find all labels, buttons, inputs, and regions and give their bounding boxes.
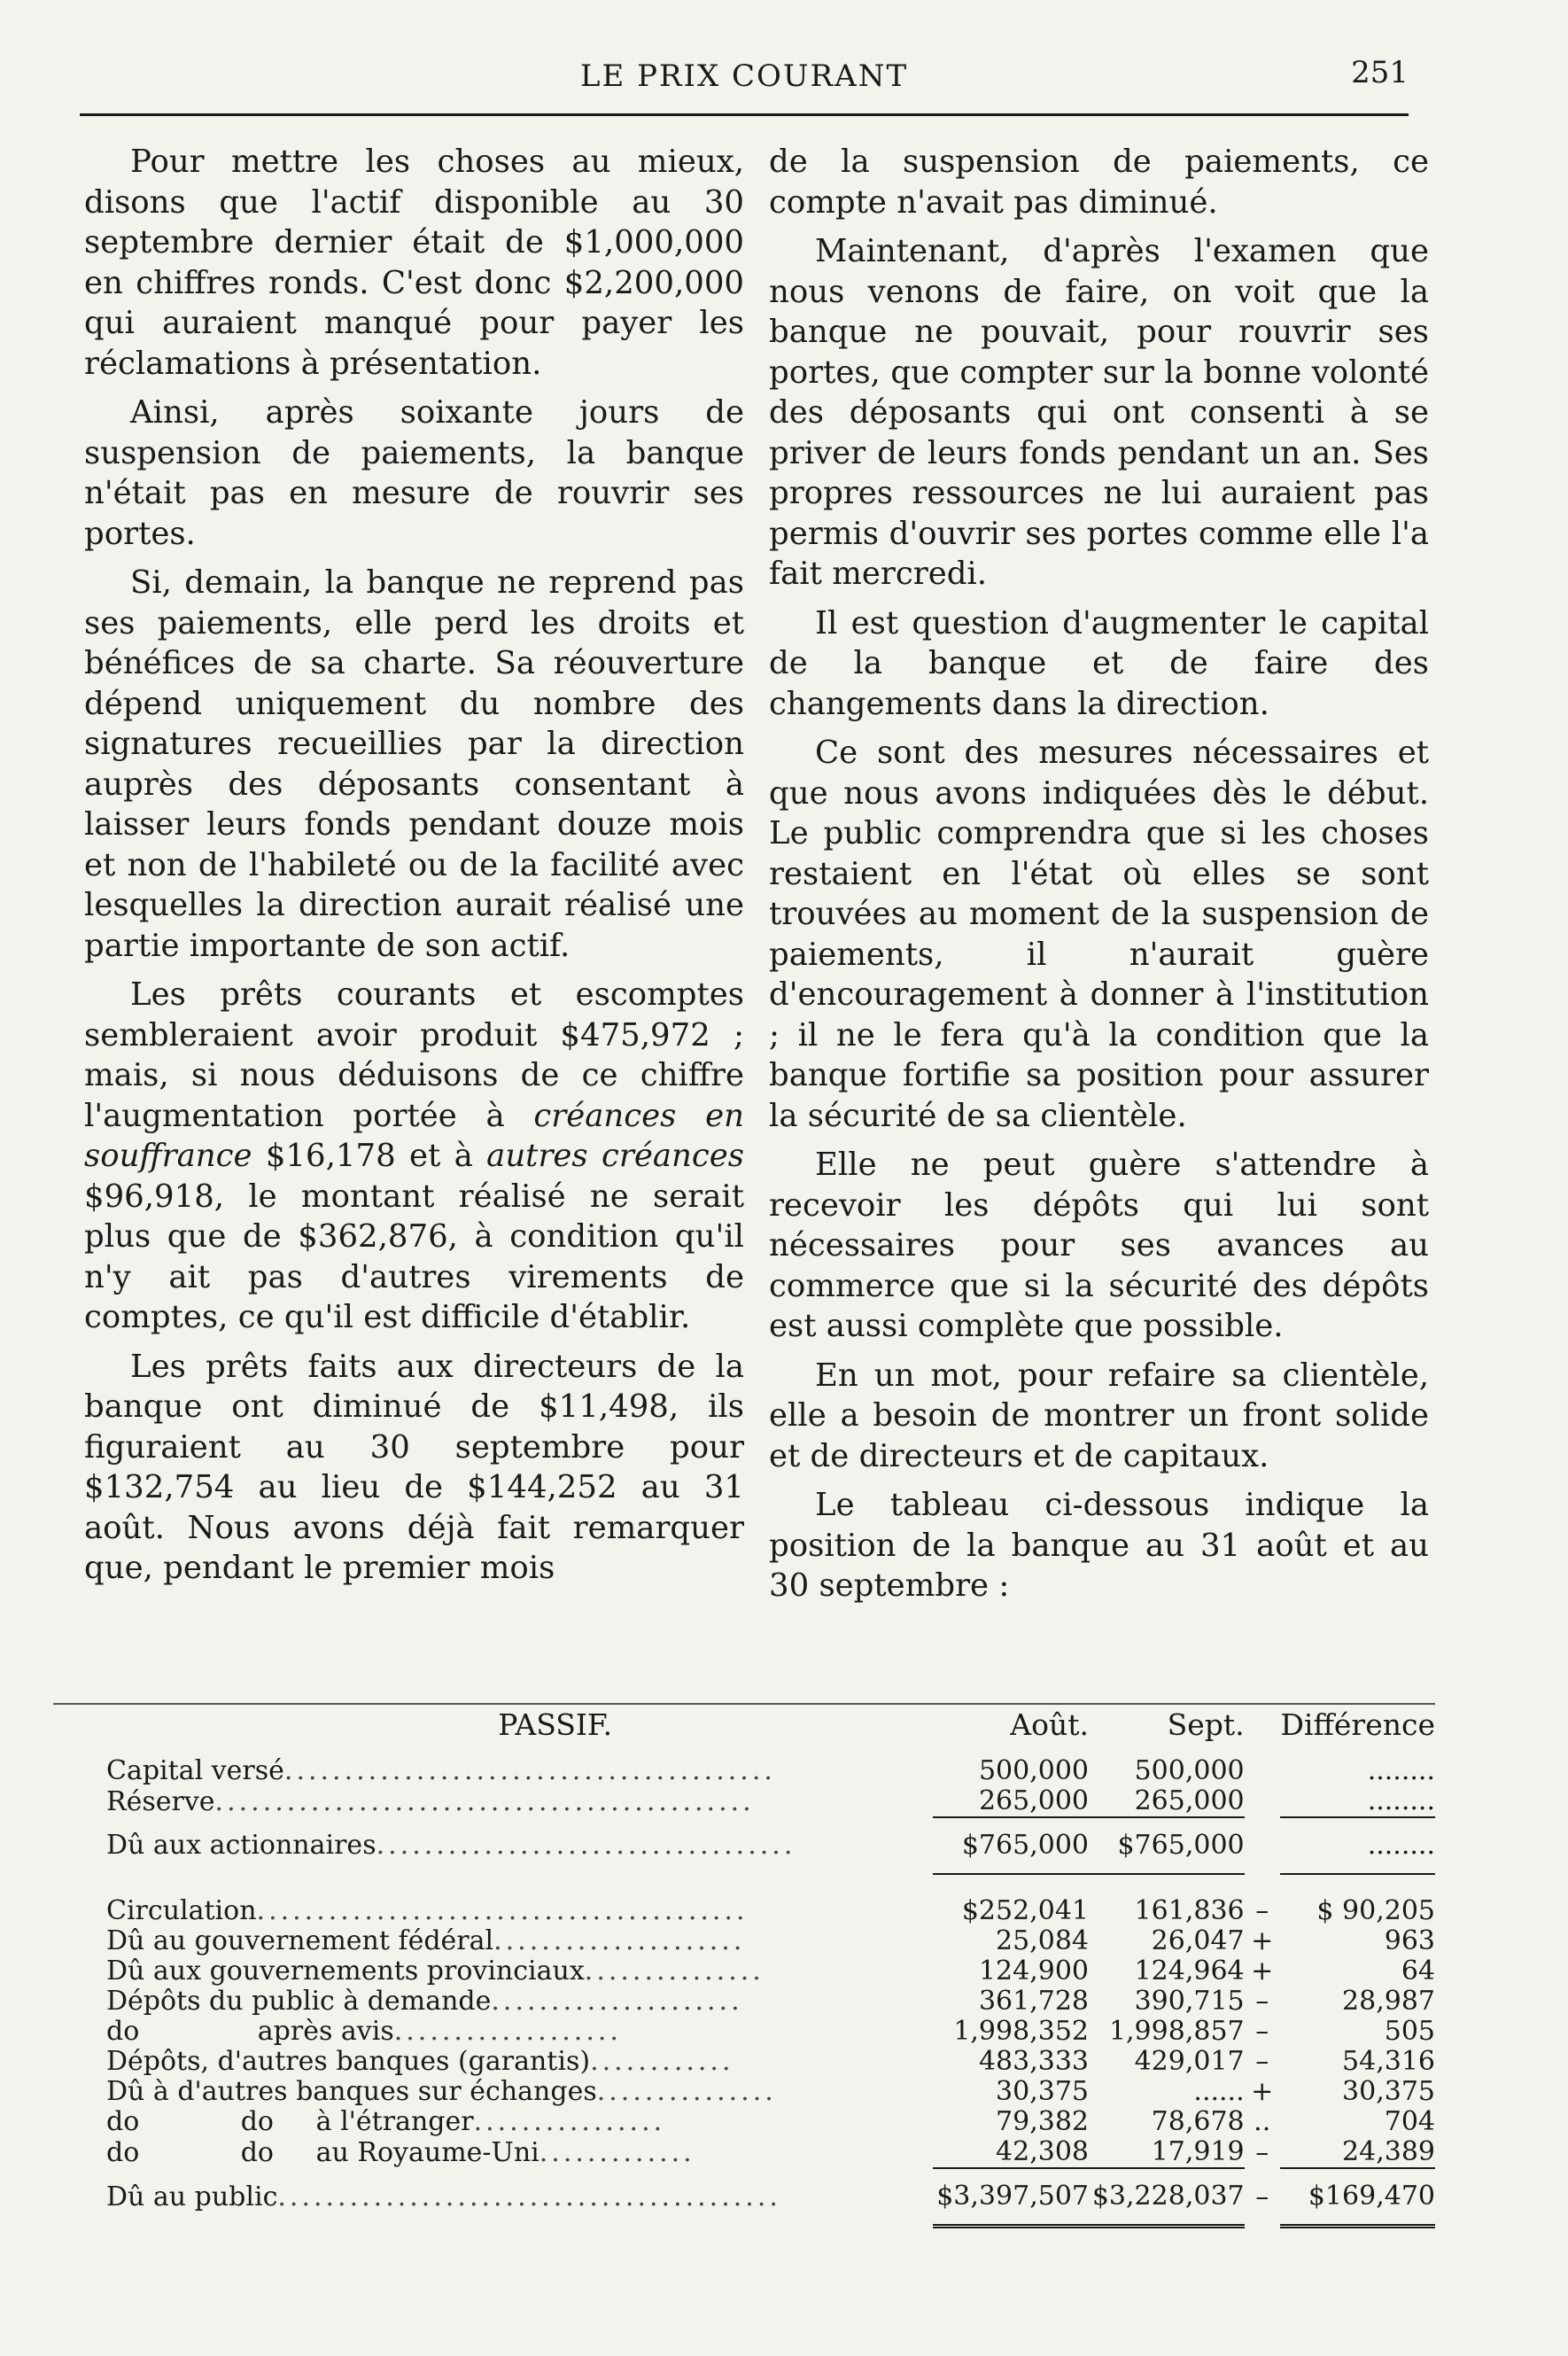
- spacer-row: [106, 1874, 1435, 1896]
- paragraph: Les prêts faits aux directeurs de la banque ont diminué de $11,498, ils figuraient au 30 septembre pour $132,754 au lieu de $144,252 au 31 août. Nous avons déjà fait remarquer que, pendant le premier mois: [84, 1348, 744, 1586]
- leader-dots: ................: [473, 2107, 666, 2137]
- paragraph: Elle ne peut guère s'attendre à recevoir les dépôts qui lui sont nécessaires pour ses avances au commerce que si la sécurité des dépôts est aussi complète que possible.: [769, 1147, 1429, 1344]
- cell-sept: 265,000: [1089, 1786, 1245, 1817]
- ditto-mark: do: [106, 2107, 140, 2137]
- label-text: Dû à d'autres banques sur échanges: [106, 2077, 597, 2107]
- cell-sept: $765,000: [1089, 1817, 1245, 1874]
- label-text: Circulation: [106, 1896, 257, 1926]
- table-row: [106, 2017, 1435, 2047]
- cell-sept: ......: [1193, 2076, 1245, 2107]
- leader-dots: ............: [590, 2047, 734, 2077]
- cell-sept: 17,919: [1089, 2137, 1245, 2168]
- cell-aout: 1,998,352: [953, 2016, 1089, 2047]
- paragraph: Il est question d'augmenter le capital de la banque et de faire des changements dans la direction.: [769, 604, 1429, 722]
- leader-dots: ...................................: [376, 1830, 796, 1861]
- row-label: [106, 1896, 933, 1926]
- cell-aout: 124,900: [978, 1956, 1089, 1987]
- paragraph: Pour mettre les choses au mieux, disons que l'actif disponible au 30 septembre dernier était de $1,000,000 en chiffres ronds. C'est donc $2,200,000 qui auraient manqué pour payer les réclamations à présentation.: [84, 144, 744, 382]
- row-label: [106, 2137, 933, 2168]
- header-sept: Sept.: [1167, 1707, 1245, 1742]
- label-text: Dû au public: [106, 2181, 278, 2212]
- cell-sign: +: [1251, 2076, 1274, 2107]
- paragraph: Le tableau ci-dessous indique la position de la banque au 31 août et au 30 septembre :: [769, 1487, 1429, 1604]
- cell-sign: [1245, 1756, 1280, 1786]
- label-text: Réserve: [106, 1786, 215, 1817]
- paragraph: Ce sont des mesures nécessaires et que nous avons indiquées dès le début. Le public comprendra que si les choses restaient en l'état où elles se sont trouvées au moment de la suspension de paiements, il n'aurait guère d'encouragement à donner à l'institution ; il ne le fera qu'à la condition que la banque fortifie sa position pour assurer la sécurité de sa clientèle.: [769, 735, 1429, 1134]
- leader-dots: ...............: [584, 1956, 765, 1987]
- table-row: [106, 2047, 1435, 2077]
- cell-sign: ..: [1254, 2106, 1271, 2137]
- row-label: [106, 1756, 933, 1786]
- label-text: Dû aux gouvernements provinciaux: [106, 1956, 585, 1987]
- cell-aout: 30,375: [996, 2076, 1089, 2107]
- cell-difference: $169,470: [1280, 2168, 1435, 2227]
- table-row: [106, 1786, 1435, 1817]
- table-row: [106, 2077, 1435, 2107]
- row-label: [106, 2047, 933, 2077]
- cell-sept: 124,964: [1134, 1956, 1245, 1987]
- paragraph: En un mot, pour refaire sa clientèle, elle a besoin de montrer un front solide et de directeurs et de capitaux.: [769, 1357, 1429, 1474]
- cell-sign: –: [1255, 2181, 1269, 2212]
- cell-difference: 64: [1401, 1956, 1435, 1987]
- paragraph: Si, demain, la banque ne reprend pas ses paiements, elle perd les droits et bénéfices de sa charte. Sa réouverture dépend uniquement du nombre des signatures recueillies par la direction auprès des déposants consentant à laisser leurs fonds pendant douze mois et non de l'habileté ou de la facilité avec lesquelles la direction aurait réalisé une partie importante de son actif.: [84, 564, 744, 964]
- table-row-subtotal: [106, 1817, 1435, 1874]
- cell-difference: ........: [1280, 1817, 1435, 1874]
- cell-sign: [1245, 1817, 1280, 1874]
- right-column: [769, 142, 1429, 1615]
- table-row: [106, 1926, 1435, 1956]
- cell-sign: –: [1255, 2046, 1269, 2077]
- paragraph: Maintenant, d'après l'examen que nous venons de faire, on voit que la banque ne pouvait, pour rouvrir ses portes, que compter sur la bonne volonté des déposants qui ont consenti à se priver de leurs fonds pendant un an. Ses propres ressources ne lui auraient pas permis d'ouvrir ses portes comme elle l'a fait mercredi.: [769, 233, 1429, 592]
- running-head: [80, 51, 1409, 105]
- cell-sept: 500,000: [1134, 1755, 1245, 1786]
- paragraph-continued: de la suspension de paiements, ce compte n'avait pas diminué.: [769, 144, 1429, 221]
- emphasis: autres créances: [486, 1138, 744, 1174]
- cell-difference: ........: [1280, 1786, 1435, 1817]
- row-label: [106, 2107, 933, 2137]
- left-column: [84, 142, 744, 1598]
- cell-sign: –: [1255, 1986, 1269, 2017]
- cell-difference: 24,389: [1280, 2137, 1435, 2168]
- cell-difference: $ 90,205: [1316, 1895, 1435, 1926]
- cell-sept: 390,715: [1134, 1986, 1245, 2017]
- row-label: [106, 1956, 933, 1987]
- cell-sign: –: [1255, 2016, 1269, 2047]
- row-label: [106, 1817, 933, 1874]
- ditto-mark: do: [240, 2137, 274, 2168]
- cell-difference: 963: [1384, 1925, 1435, 1956]
- header-difference: Différence: [1280, 1707, 1435, 1742]
- label-text: au Royaume-Uni: [315, 2137, 539, 2168]
- label-text: Dû aux actionnaires: [106, 1830, 376, 1861]
- row-label: [106, 2077, 933, 2107]
- cell-sept: 26,047: [1151, 1925, 1245, 1956]
- leader-dots: ...............: [596, 2077, 777, 2107]
- label-text: Dépôts du public à demande: [106, 1987, 492, 2017]
- cell-aout: 79,382: [996, 2106, 1089, 2137]
- cell-aout: 25,084: [996, 1925, 1089, 1956]
- header-sign: [1245, 1710, 1280, 1756]
- label-text: après avis: [257, 2017, 394, 2047]
- cell-aout: $252,041: [961, 1895, 1089, 1926]
- paragraph: Ainsi, après soixante jours de suspension de paiements, la banque n'était pas en mesure de rouvrir ses portes.: [84, 394, 744, 552]
- cell-aout: 483,333: [978, 2046, 1089, 2077]
- row-label: [106, 1786, 933, 1817]
- label-text: Dû au gouvernement fédéral: [106, 1926, 494, 1956]
- cell-aout: 361,728: [978, 1986, 1089, 2017]
- cell-sept: 78,678: [1151, 2106, 1245, 2137]
- emphasis: créances en souffrance: [84, 1097, 745, 1174]
- ditto-mark: do: [106, 2017, 140, 2047]
- running-title: LE PRIX COURANT: [579, 58, 909, 94]
- cell-difference: 28,987: [1342, 1986, 1435, 2017]
- table-row-total: [106, 2168, 1435, 2227]
- page-number: 251: [1351, 55, 1409, 90]
- ditto-mark: do: [106, 2137, 140, 2168]
- cell-difference: 30,375: [1342, 2076, 1435, 2107]
- cell-aout: 500,000: [978, 1755, 1089, 1786]
- row-label: [106, 2168, 933, 2227]
- cell-aout: 265,000: [933, 1786, 1089, 1817]
- balance-table: [106, 1707, 1435, 2228]
- table-row: [106, 1987, 1435, 2017]
- cell-sept: 1,998,857: [1108, 2016, 1245, 2047]
- header-passif: PASSIF.: [498, 1707, 613, 1742]
- cell-difference: ........: [1367, 1755, 1435, 1786]
- header-aout: Août.: [1010, 1707, 1089, 1742]
- label-text: Dépôts, d'autres banques (garantis): [106, 2047, 591, 2077]
- leader-dots: .....................: [493, 1926, 746, 1956]
- cell-difference: 54,316: [1342, 2046, 1435, 2077]
- label-text: à l'étranger: [315, 2107, 474, 2137]
- cell-aout: $3,397,507: [933, 2168, 1089, 2227]
- leader-dots: .............: [539, 2137, 695, 2168]
- paragraph-with-emphasis: [84, 975, 744, 1338]
- text-run: $96,918, le montant réalisé ne serait plus que de $362,876, à condition qu'il n'y ait pas d'autres virements de comptes, ce qu'il est difficile d'établir.: [84, 1178, 744, 1335]
- label-text: Capital versé: [106, 1756, 284, 1786]
- leader-dots: .........................................: [283, 1756, 776, 1786]
- header-rule: [80, 113, 1409, 116]
- table-row: [106, 1956, 1435, 1987]
- cell-difference: 704: [1384, 2106, 1435, 2137]
- text-run: $16,178 et à: [252, 1138, 487, 1174]
- table-row: [106, 1896, 1435, 1926]
- leader-dots: ...................: [393, 2017, 622, 2047]
- section-rule: [53, 1703, 1435, 1705]
- leader-dots: ..........................................: [277, 2181, 781, 2212]
- row-label: [106, 1926, 933, 1956]
- table-header-row: [106, 1710, 1435, 1756]
- table-row: [106, 2137, 1435, 2168]
- cell-sign: –: [1255, 2136, 1269, 2168]
- row-label: [106, 1987, 933, 2017]
- cell-sept: $3,228,037: [1089, 2168, 1245, 2227]
- cell-sign: +: [1251, 1925, 1274, 1956]
- cell-aout: 42,308: [933, 2137, 1089, 2168]
- cell-sept: 429,017: [1134, 2046, 1245, 2077]
- cell-sign: [1245, 1786, 1280, 1817]
- cell-sign: –: [1255, 1895, 1269, 1926]
- leader-dots: .....................: [491, 1987, 743, 2017]
- cell-aout: $765,000: [933, 1817, 1089, 1874]
- cell-sign: +: [1251, 1956, 1274, 1987]
- ditto-mark: do: [240, 2107, 274, 2137]
- table-row: [106, 2107, 1435, 2137]
- cell-sept: 161,836: [1134, 1895, 1245, 1926]
- leader-dots: .........................................: [256, 1896, 749, 1926]
- table-row: [106, 1756, 1435, 1786]
- cell-difference: 505: [1384, 2016, 1435, 2047]
- text-run: Les prêts courants et escomptes sembleraient avoir produit $475,972 ; mais, si nous déduisons de ce chiffre l'augmentation portée à: [84, 976, 744, 1134]
- row-label: [106, 2017, 933, 2047]
- leader-dots: .............................................: [214, 1786, 755, 1817]
